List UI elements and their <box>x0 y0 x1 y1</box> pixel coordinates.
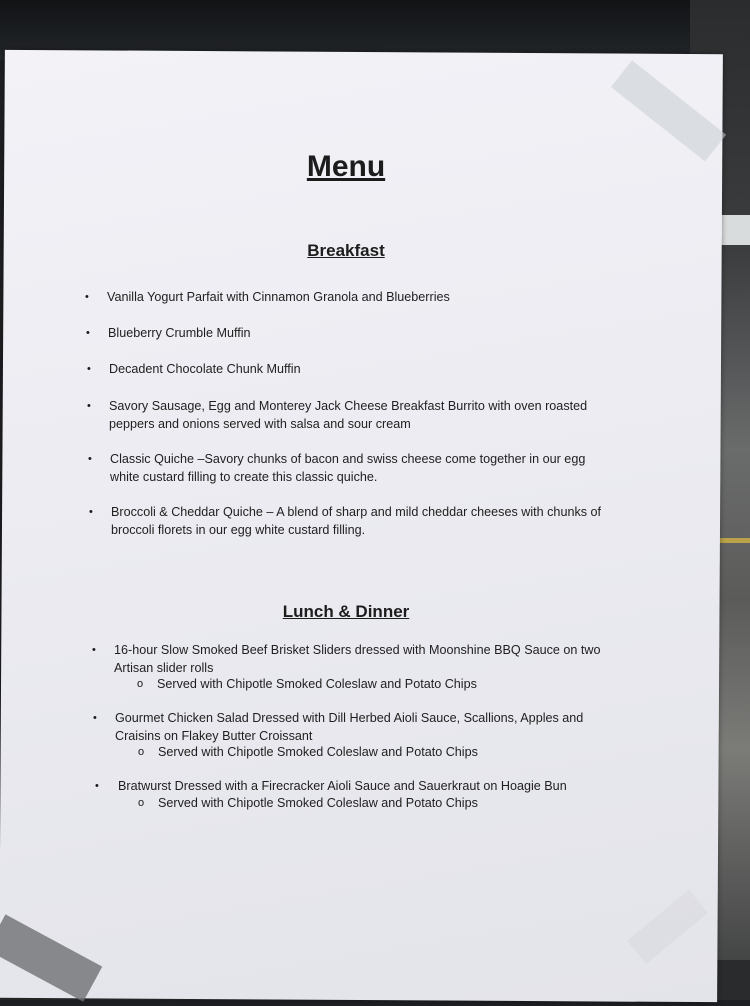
breakfast-item-1: Vanilla Yogurt Parfait with Cinnamon Granola and Blueberries <box>107 290 450 304</box>
lunch-item-3-side: Served with Chipotle Smoked Coleslaw and Potato Chips <box>158 796 478 810</box>
lunch-item-1-side: Served with Chipotle Smoked Coleslaw and Potato Chips <box>157 677 477 691</box>
bullet-icon: • <box>95 780 99 792</box>
breakfast-item-5: Classic Quiche –Savory chunks of bacon and swiss cheese come together in our egg white custard filling to create this classic quiche. <box>110 452 586 484</box>
breakfast-item-6: Broccoli & Cheddar Quiche – A blend of sharp and mild cheddar cheeses with chunks of broccoli florets in our egg white custard filling. <box>111 505 602 537</box>
bullet-icon: • <box>87 363 91 375</box>
breakfast-item-3: Decadent Chocolate Chunk Muffin <box>109 362 301 376</box>
lunch-item-1: 16-hour Slow Smoked Beef Brisket Sliders dressed with Moonshine BBQ Sauce on two Artisan slider rolls <box>114 643 601 675</box>
bullet-icon: • <box>88 453 92 465</box>
bullet-icon: • <box>93 712 97 724</box>
bullet-icon: • <box>85 291 89 303</box>
bullet-icon: • <box>92 644 96 656</box>
bullet-icon: • <box>89 506 93 518</box>
lunch-item-2-side: Served with Chipotle Smoked Coleslaw and Potato Chips <box>158 745 478 759</box>
lunch-item-2: Gourmet Chicken Salad Dressed with Dill Herbed Aioli Sauce, Scallions, Apples and Craisins on Flakey Butter Croissant <box>115 711 584 743</box>
lunch-item-3: Bratwurst Dressed with a Firecracker Aioli Sauce and Sauerkraut on Hoagie Bun <box>118 779 567 793</box>
sub-bullet-icon: o <box>137 678 144 690</box>
menu-title: Menu <box>306 150 386 183</box>
sub-bullet-icon: o <box>138 746 145 758</box>
bullet-icon: • <box>86 327 90 339</box>
sub-bullet-icon: o <box>138 797 145 809</box>
breakfast-item-2: Blueberry Crumble Muffin <box>108 326 251 340</box>
lunch-dinner-heading: Lunch & Dinner <box>282 602 410 621</box>
bullet-icon: • <box>87 400 91 412</box>
breakfast-item-4: Savory Sausage, Egg and Monterey Jack Cheese Breakfast Burrito with oven roasted peppers and onions served with salsa and sour cream <box>109 399 588 431</box>
breakfast-heading: Breakfast <box>307 241 385 260</box>
